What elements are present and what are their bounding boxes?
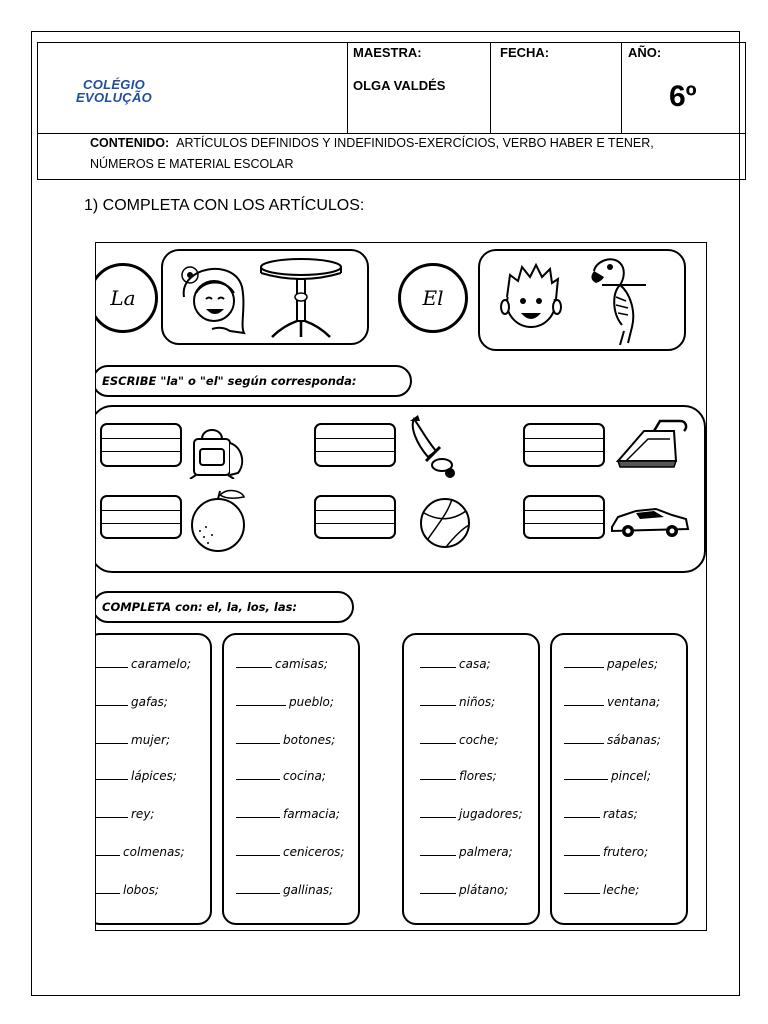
question-title: 1) COMPLETA CON LOS ARTÍCULOS: (84, 197, 365, 214)
word-1-2: gafas; (131, 695, 168, 709)
word-2-5: farmacia; (283, 807, 340, 821)
logo-line-1: COLÉGIO (83, 77, 146, 92)
header-left-line (37, 42, 38, 180)
grade-value: 6º (669, 80, 697, 113)
list-item (236, 733, 335, 747)
list-item (420, 807, 522, 821)
word-4-7: leche; (603, 883, 640, 897)
maestra-label: MAESTRA: (353, 45, 422, 60)
contenido-text: ARTÍCULOS DEFINIDOS Y INDEFINIDOS-EXERCÍCIOS, VERBO HABER E TENER, (176, 136, 654, 150)
word-1-5: rey; (131, 807, 155, 821)
instruction-text-2: COMPLETA con: el, la, los, las: (102, 600, 298, 614)
word-3-2: niños; (459, 695, 496, 709)
table-icon (256, 257, 346, 339)
list-item (420, 769, 497, 783)
write-box-sword[interactable] (314, 423, 396, 467)
car-icon (610, 501, 690, 541)
header-bottom-line (37, 179, 746, 180)
list-item (420, 657, 491, 671)
la-circle (95, 263, 158, 333)
word-4-6: frutero; (603, 845, 649, 859)
word-3-4: flores; (459, 769, 497, 783)
worksheet-image (95, 242, 707, 931)
list-item (236, 883, 333, 897)
list-item (564, 695, 660, 709)
word-4-4: pincel; (611, 769, 651, 783)
header-divider-2 (490, 42, 491, 134)
girl-face-icon (174, 257, 254, 337)
word-list-2 (222, 633, 360, 925)
contenido-line-2: NÚMEROS E MATERIAL ESCOLAR (90, 157, 294, 171)
word-1-1: caramelo; (131, 657, 192, 671)
list-item (95, 695, 168, 709)
word-4-5: ratas; (603, 807, 638, 821)
word-list-3 (402, 633, 540, 925)
list-item (564, 845, 648, 859)
orange-icon (186, 487, 252, 553)
header-right-line (745, 42, 746, 180)
boy-face-icon (496, 257, 566, 341)
list-item (420, 883, 508, 897)
list-item (564, 769, 651, 783)
ball-icon (418, 493, 472, 551)
el-circle (398, 263, 468, 333)
instruction-pill-1 (95, 365, 412, 397)
word-3-5: jugadores; (459, 807, 523, 821)
school-logo (76, 78, 152, 104)
contenido-label: CONTENIDO: (90, 136, 170, 150)
list-item (236, 657, 328, 671)
list-item (95, 733, 170, 747)
list-item (564, 807, 638, 821)
word-4-1: papeles; (607, 657, 658, 671)
list-item (95, 807, 154, 821)
word-2-4: cocina; (283, 769, 326, 783)
list-item (95, 883, 159, 897)
list-item (236, 845, 344, 859)
word-3-1: casa; (459, 657, 491, 671)
list-item (420, 733, 499, 747)
list-item (95, 845, 185, 859)
write-box-ball[interactable] (314, 495, 396, 539)
list-item (95, 769, 177, 783)
list-item (564, 733, 661, 747)
word-3-7: plátano; (459, 883, 509, 897)
word-2-3: botones; (283, 733, 336, 747)
write-box-iron[interactable] (523, 423, 605, 467)
instruction-pill-2 (95, 591, 354, 623)
word-list-4 (550, 633, 688, 925)
header-divider-1 (347, 42, 348, 134)
list-item (564, 657, 658, 671)
list-item (236, 695, 334, 709)
list-item (236, 807, 340, 821)
word-list-1 (95, 633, 212, 925)
word-2-1: camisas; (275, 657, 328, 671)
list-item (564, 883, 639, 897)
word-2-6: ceniceros; (283, 845, 345, 859)
write-box-backpack[interactable] (100, 423, 182, 467)
el-label: El (422, 286, 444, 310)
list-item (95, 657, 191, 671)
header-divider-3 (621, 42, 622, 134)
list-item (236, 769, 326, 783)
header-top-line (37, 42, 746, 43)
contenido-line-1 (90, 133, 740, 154)
list-item (420, 695, 495, 709)
sword-icon (406, 413, 466, 483)
maestra-name: OLGA VALDÉS (353, 78, 446, 93)
list-item (420, 845, 513, 859)
word-1-3: mujer; (131, 733, 170, 747)
word-3-3: coche; (459, 733, 499, 747)
write-box-car[interactable] (523, 495, 605, 539)
la-label: La (110, 286, 136, 310)
parrot-icon (586, 253, 656, 345)
iron-icon (614, 417, 690, 469)
word-2-7: gallinas; (283, 883, 334, 897)
word-3-6: palmera; (459, 845, 513, 859)
word-1-6: colmenas; (123, 845, 185, 859)
write-box-orange[interactable] (100, 495, 182, 539)
fecha-label: FECHA: (500, 45, 550, 60)
word-2-2: pueblo; (289, 695, 334, 709)
logo-line-2: EVOLUÇÃO (76, 90, 153, 105)
instruction-text-1: ESCRIBE "la" o "el" según corresponda: (102, 374, 357, 388)
word-1-7: lobos; (123, 883, 159, 897)
word-1-4: lápices; (131, 769, 177, 783)
ano-label: AÑO: (628, 45, 662, 60)
word-4-2: ventana; (607, 695, 661, 709)
word-4-3: sábanas; (607, 733, 661, 747)
backpack-icon (188, 419, 252, 479)
